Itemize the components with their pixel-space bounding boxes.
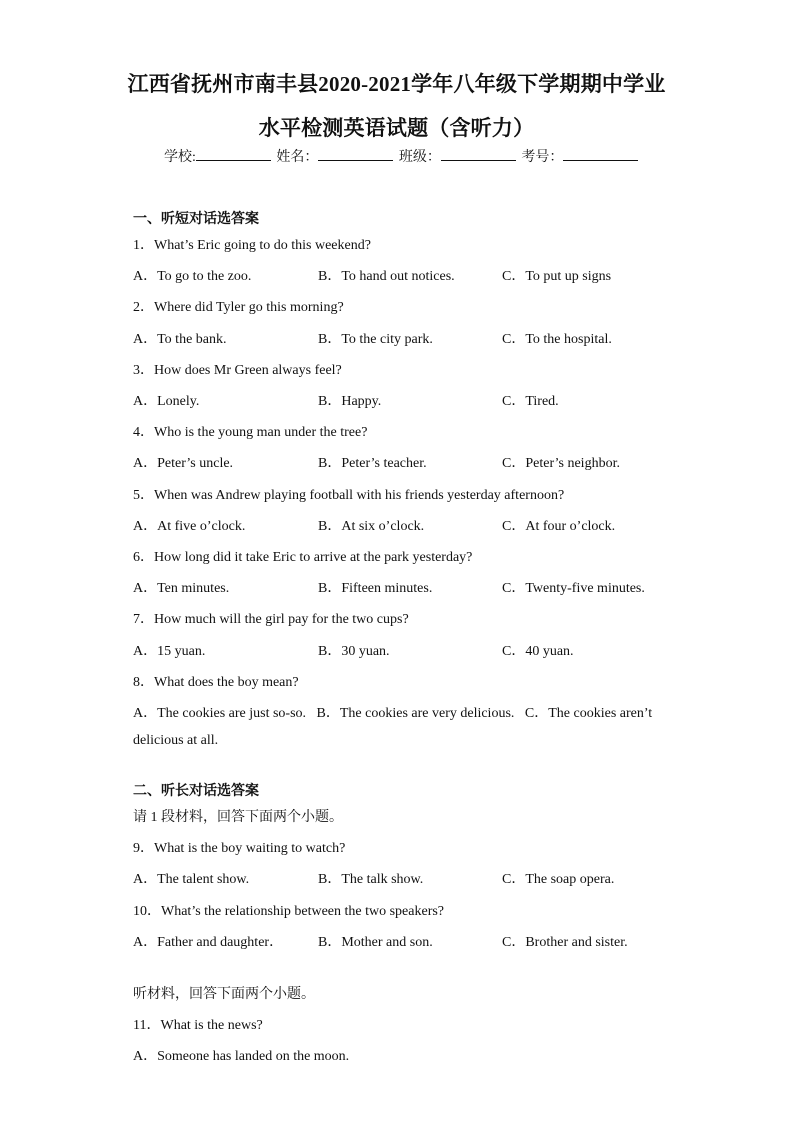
option-a: A．Ten minutes. [133,581,230,596]
exam-number-blank[interactable] [563,148,638,161]
option-a: A．Father and daughter． [133,935,284,950]
question: 1．What’s Eric going to do this weekend? [133,238,371,253]
option-a: A．To the bank. [133,332,227,347]
option-c: C．Tired. [502,394,559,409]
question: 6．How long did it take Eric to arrive at the park yesterday? [133,550,473,565]
option-c: C．To put up signs [502,269,612,284]
school-blank[interactable] [196,148,271,161]
options-line: A．The cookies are just so-so. B．The cookies are very delicious. C．The cookies aren’t [133,706,653,721]
instruction: 听材料，回答下面两个小题。 [133,987,315,1002]
option-c: C．40 yuan. [502,644,574,659]
question: 2．Where did Tyler go this morning? [133,300,344,315]
name-blank[interactable] [318,148,393,161]
question: 4．Who is the young man under the tree? [133,425,368,440]
option-a: A．Lonely. [133,394,200,409]
option-a: A．Someone has landed on the moon. [133,1049,350,1064]
option-c: C．Brother and sister. [502,935,628,950]
name-label: 姓名： [276,150,319,165]
question: 7．How much will the girl pay for the two cups? [133,612,409,627]
question: 8．What does the boy mean? [133,675,299,690]
option-b: B．Peter’s teacher. [318,456,427,471]
option-c: C．Twenty-five minutes. [502,581,645,596]
option-c: C．The soap opera. [502,872,615,887]
section-heading: 一、听短对话选答案 [133,212,259,227]
option-c: C．Peter’s neighbor. [502,456,620,471]
school-label: 学校: [164,150,196,165]
instruction: 请 1 段材料，回答下面两个小题。 [133,810,343,825]
question: 10．What’s the relationship between the two speakers? [133,904,445,919]
question: 9．What is the boy waiting to watch? [133,841,346,856]
option-b: B．Fifteen minutes. [318,581,433,596]
option-b: B．Happy. [318,394,382,409]
option-b: B．30 yuan. [318,644,390,659]
class-blank[interactable] [441,148,516,161]
document-title-line2: 水平检测英语试题（含听力） [258,116,535,140]
option-b: B．To hand out notices. [318,269,455,284]
student-info-line [164,146,640,166]
option-a: A．The talent show. [133,872,250,887]
section-heading: 二、听长对话选答案 [133,784,259,799]
question: 3．How does Mr Green always feel? [133,363,342,378]
document-title-line1: 江西省抚州市南丰县2020-2021学年八年级下学期期中学业 [127,72,666,96]
option-a: A．Peter’s uncle. [133,456,234,471]
option-b: B．To the city park. [318,332,433,347]
option-a: A．At five o’clock. [133,519,246,534]
question: 11．What is the news? [133,1018,263,1033]
question: 5．When was Andrew playing football with his friends yesterday afternoon? [133,488,565,503]
option-b: B．Mother and son. [318,935,433,950]
option-c: C．To the hospital. [502,332,612,347]
exam-number-label: 考号： [521,150,564,165]
option-a: A．15 yuan. [133,644,206,659]
option-b: B．At six o’clock. [318,519,425,534]
options-line-continued: delicious at all. [133,733,219,748]
class-label: 班级： [398,150,441,165]
option-b: B．The talk show. [318,872,424,887]
option-c: C．At four o’clock. [502,519,616,534]
option-a: A．To go to the zoo. [133,269,252,284]
